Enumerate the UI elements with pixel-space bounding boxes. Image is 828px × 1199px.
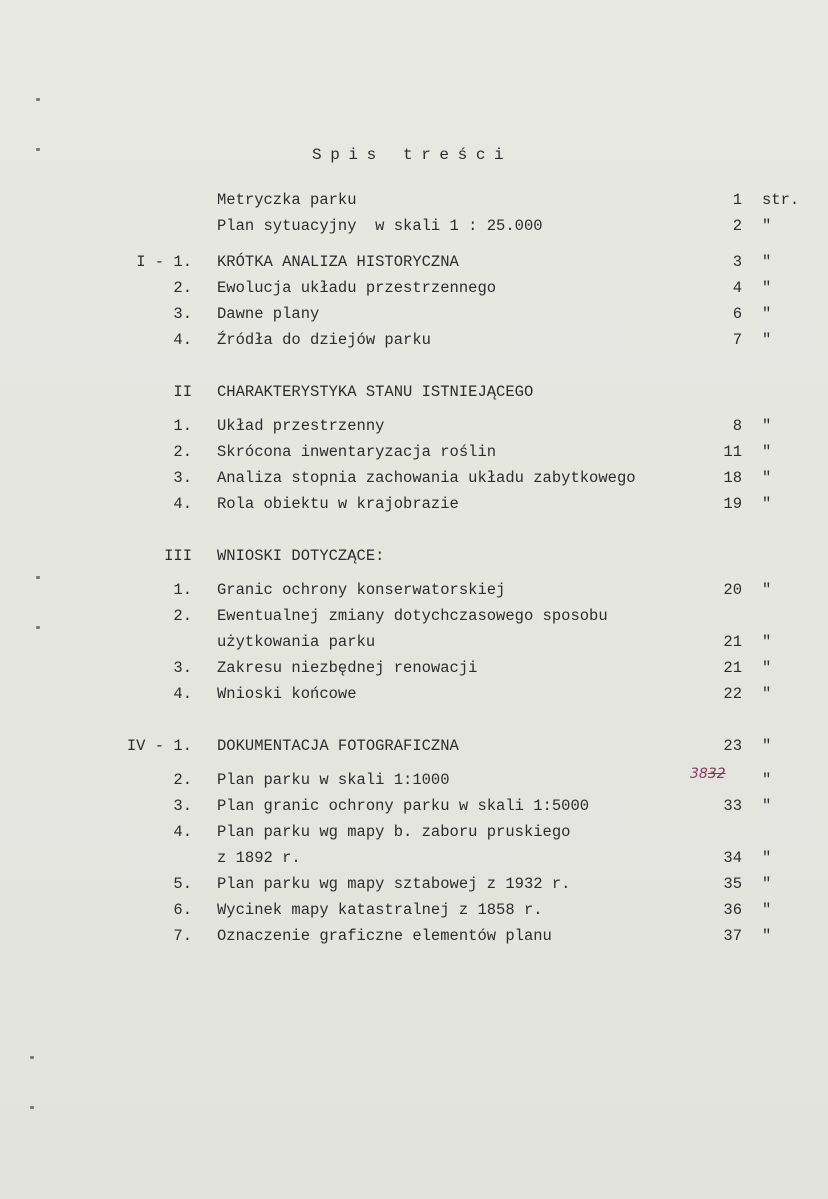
toc-page-number: 2 <box>732 217 742 235</box>
toc-item-title: Układ przestrzenny <box>217 417 385 435</box>
toc-item-title: z 1892 r. <box>217 849 301 867</box>
correction-old-page: 32 <box>707 766 726 782</box>
toc-item-title: Ewentualnej zmiany dotychczasowego sposobu <box>217 607 608 625</box>
toc-item-title: Plan granic ochrony parku w skali 1:5000 <box>217 797 590 815</box>
toc-page-number: 19 <box>723 495 742 513</box>
toc-item-number: 5. <box>173 875 192 893</box>
toc-item-number: 2. <box>173 771 192 789</box>
toc-page-number: 20 <box>723 581 742 599</box>
toc-item-title: Źródła do dziejów parku <box>217 331 431 349</box>
toc-page-unit: " <box>762 685 772 703</box>
toc-item-title: użytkowania parku <box>217 633 376 651</box>
toc-page-number: 22 <box>723 685 742 703</box>
toc-item-title: KRÓTKA ANALIZA HISTORYCZNA <box>217 253 459 271</box>
punch-mark <box>36 626 40 629</box>
toc-page-unit: " <box>762 849 772 867</box>
toc-page-unit: " <box>762 875 772 893</box>
toc-item-title: Plan sytuacyjny w skali 1 : 25.000 <box>217 217 543 235</box>
toc-item-number: 2. <box>173 607 192 625</box>
toc-page-unit: " <box>762 901 772 919</box>
toc-page-number: 1 <box>732 191 742 209</box>
toc-item-number: 3. <box>173 469 192 487</box>
toc-item-title: CHARAKTERYSTYKA STANU ISTNIEJĄCEGO <box>217 383 534 401</box>
toc-item-number: 6. <box>173 901 192 919</box>
toc-item-number: 1. <box>173 581 192 599</box>
toc-page-unit: " <box>762 927 772 945</box>
toc-page-number: 35 <box>723 875 742 893</box>
toc-item-title: Zakresu niezbędnej renowacji <box>217 659 478 677</box>
toc-item-title: Plan parku wg mapy sztabowej z 1932 r. <box>217 875 571 893</box>
toc-item-title: Analiza stopnia zachowania układu zabytkowego <box>217 469 636 487</box>
toc-page-unit: " <box>762 443 772 461</box>
toc-item-title: WNIOSKI DOTYCZĄCE: <box>217 547 385 565</box>
toc-page-number: 7 <box>732 331 742 349</box>
toc-item-number: 2. <box>173 279 192 297</box>
toc-section-number: II <box>173 383 192 401</box>
toc-item-title: Oznaczenie graficzne elementów planu <box>217 927 552 945</box>
toc-page-unit: " <box>762 469 772 487</box>
toc-page-unit: " <box>762 737 772 755</box>
toc-page-number: 23 <box>723 737 742 755</box>
toc-page-number: 21 <box>723 659 742 677</box>
toc-page-unit: " <box>762 633 772 651</box>
toc-page-unit: " <box>762 581 772 599</box>
toc-page-unit: " <box>762 659 772 677</box>
toc-item-title: Ewolucja układu przestrzennego <box>217 279 497 297</box>
toc-page-number: 37 <box>723 927 742 945</box>
toc-page-number: 21 <box>723 633 742 651</box>
toc-item-title: Rola obiektu w krajobrazie <box>217 495 459 513</box>
toc-page-unit: " <box>762 771 772 789</box>
toc-page-number: 33 <box>723 797 742 815</box>
punch-mark <box>30 1056 34 1059</box>
toc-item-number: 4. <box>173 685 192 703</box>
toc-item-number: 4. <box>173 495 192 513</box>
toc-section-number: I - 1. <box>136 253 192 271</box>
punch-mark <box>36 148 40 151</box>
toc-page-unit: " <box>762 253 772 271</box>
toc-page-number: 18 <box>723 469 742 487</box>
toc-item-number: 3. <box>173 797 192 815</box>
toc-page-unit: " <box>762 279 772 297</box>
toc-item-number: 3. <box>173 659 192 677</box>
toc-item-number: 3. <box>173 305 192 323</box>
toc-item-title: Wnioski końcowe <box>217 685 357 703</box>
toc-item-title: DOKUMENTACJA FOTOGRAFICZNA <box>217 737 459 755</box>
toc-item-number: 4. <box>173 331 192 349</box>
toc-page-unit: " <box>762 331 772 349</box>
toc-page-unit: " <box>762 217 772 235</box>
toc-page-number: 6 <box>732 305 742 323</box>
toc-section-number: IV - 1. <box>126 737 192 755</box>
page-title: Spis treści <box>312 146 513 164</box>
punch-mark <box>30 1106 34 1109</box>
toc-page-unit: " <box>762 495 772 513</box>
punch-mark <box>36 576 40 579</box>
toc-item-title: Plan parku wg mapy b. zaboru pruskiego <box>217 823 571 841</box>
toc-page-number: 36 <box>723 901 742 919</box>
toc-page-unit: str. <box>762 191 800 209</box>
toc-item-title: Granic ochrony konserwatorskiej <box>217 581 506 599</box>
toc-page-number: 34 <box>723 849 742 867</box>
toc-item-number: 2. <box>173 443 192 461</box>
punch-mark <box>36 98 40 101</box>
toc-page-unit: " <box>762 797 772 815</box>
toc-page-number: 3 <box>732 253 742 271</box>
toc-item-number: 7. <box>173 927 192 945</box>
correction-new-page: 38 <box>690 766 708 782</box>
toc-page-unit: " <box>762 305 772 323</box>
toc-item-title: Plan parku w skali 1:1000 <box>217 771 450 789</box>
handwritten-page-correction <box>690 766 726 782</box>
toc-item-title: Skrócona inwentaryzacja roślin <box>217 443 497 461</box>
toc-item-title: Metryczka parku <box>217 191 357 209</box>
toc-item-title: Dawne plany <box>217 305 320 323</box>
toc-page-number: 8 <box>732 417 742 435</box>
toc-item-number: 4. <box>173 823 192 841</box>
toc-item-title: Wycinek mapy katastralnej z 1858 r. <box>217 901 543 919</box>
toc-page-number: 11 <box>723 443 742 461</box>
toc-item-number: 1. <box>173 417 192 435</box>
toc-page-unit: " <box>762 417 772 435</box>
toc-section-number: III <box>164 547 192 565</box>
toc-page-number: 4 <box>732 279 742 297</box>
